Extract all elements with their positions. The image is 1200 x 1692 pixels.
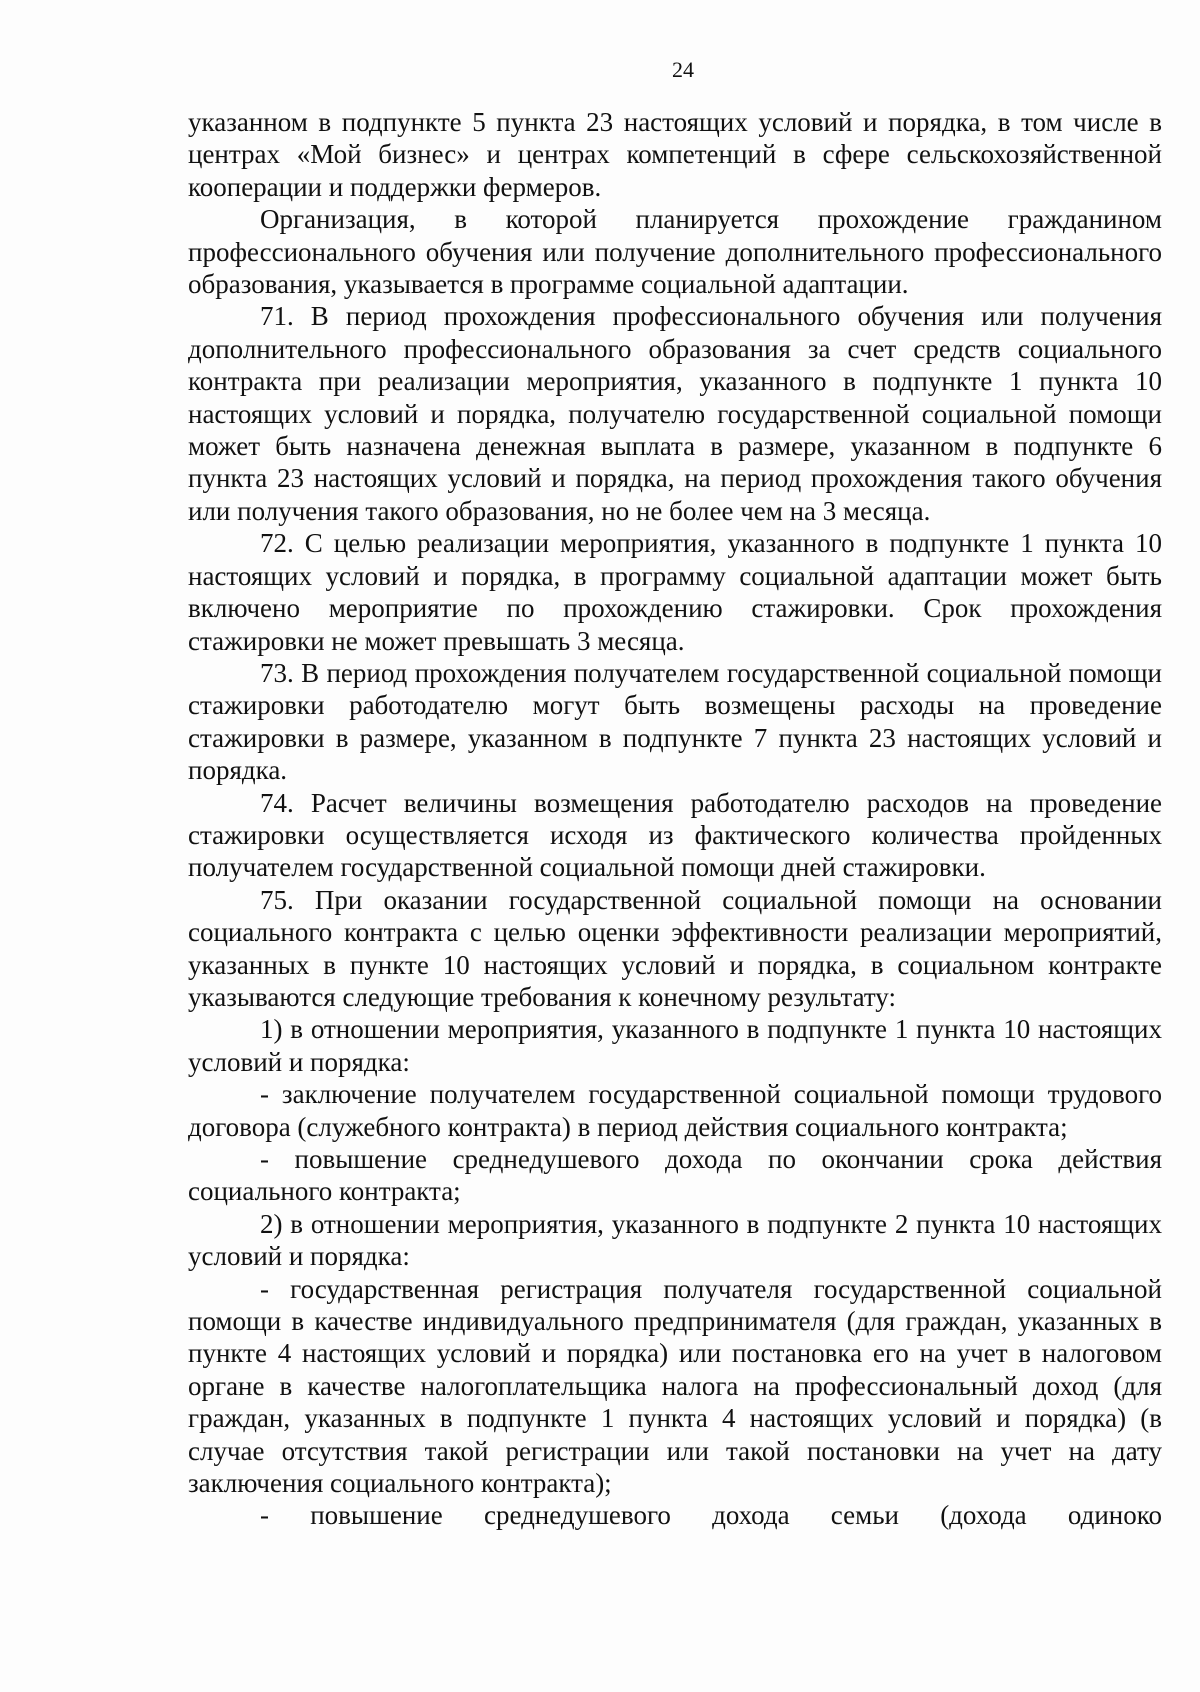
- paragraph-72: 72. С целью реализации мероприятия, указанного в подпункте 1 пункта 10 настоящих условий и порядка, в программу социальной адаптации может быть включено мероприятие по прохождению стажировки. Срок прохождения стажировки не может превышать 3 месяца.: [188, 528, 1162, 656]
- paragraph-75: 75. При оказании государственной социальной помощи на основании социального контракта с целью оценки эффективности реализации мероприятий, указанных в пункте 10 настоящих условий и порядка, в социальном контракте указываются следующие требования к конечному результату:: [188, 884, 1162, 1012]
- page-number: 24: [672, 57, 694, 82]
- list-subitem-registration: - государственная регистрация получателя государственной социальной помощи в качестве индивидуального предпринимателя (для граждан, указанных в пункте 4 настоящих условий и порядка) или постановка его на учет в налоговом органе в качестве налогоплательщика налога на профессиональный доход (для граждан, указанных в подпункте 1 пункта 4 настоящих условий и порядка) (в случае отсутствия такой регистрации или такой постановки на учет на дату заключения социального контракта);: [188, 1273, 1162, 1499]
- paragraph-organization: Организация, в которой планируется прохождение гражданином профессионального обучения или получение дополнительного профессионального образования, указывается в программе социальной адаптации.: [188, 204, 1162, 300]
- paragraph-continuation: указанном в подпункте 5 пункта 23 настоящих условий и порядка, в том числе в центрах «Мой бизнес» и центрах компетенций в сфере сельскохозяйственной кооперации и поддержки фермеров.: [188, 107, 1162, 202]
- paragraph-71: 71. В период прохождения профессионального обучения или получения дополнительного профессионального образования за счет средств социального контракта при реализации мероприятия, указанного в подпункте 1 пункта 10 настоящих условий и порядка, получателю государственной социальной помощи может быть назначена денежная выплата в размере, указанном в подпункте 6 пункта 23 настоящих условий и порядка, на период прохождения такого обучения или получения такого образования, но не более чем на 3 месяца.: [188, 301, 1162, 526]
- list-subitem-income-increase: - повышение среднедушевого дохода по окончании срока действия социального контракта;: [188, 1144, 1162, 1207]
- paragraph-73: 73. В период прохождения получателем государственной социальной помощи стажировки работодателю могут быть возмещены расходы на проведение стажировки в размере, указанном в подпункте 7 пункта 23 настоящих условий и порядка.: [188, 657, 1162, 786]
- list-item-2: 2) в отношении мероприятия, указанного в подпункте 2 пункта 10 настоящих условий и порядка:: [188, 1208, 1162, 1272]
- document-body: [188, 106, 1162, 1532]
- list-subitem-family-income: - повышение среднедушевого дохода семьи (дохода одиноко: [260, 1500, 1162, 1531]
- paragraph-74: 74. Расчет величины возмещения работодателю расходов на проведение стажировки осуществляется исходя из фактического количества пройденных получателем государственной социальной помощи дней стажировки.: [188, 787, 1162, 883]
- list-item-1: 1) в отношении мероприятия, указанного в подпункте 1 пункта 10 настоящих условий и порядка:: [188, 1014, 1162, 1077]
- list-subitem-employment-contract: - заключение получателем государственной социальной помощи трудового договора (служебного контракта) в период действия социального контракта;: [188, 1079, 1162, 1142]
